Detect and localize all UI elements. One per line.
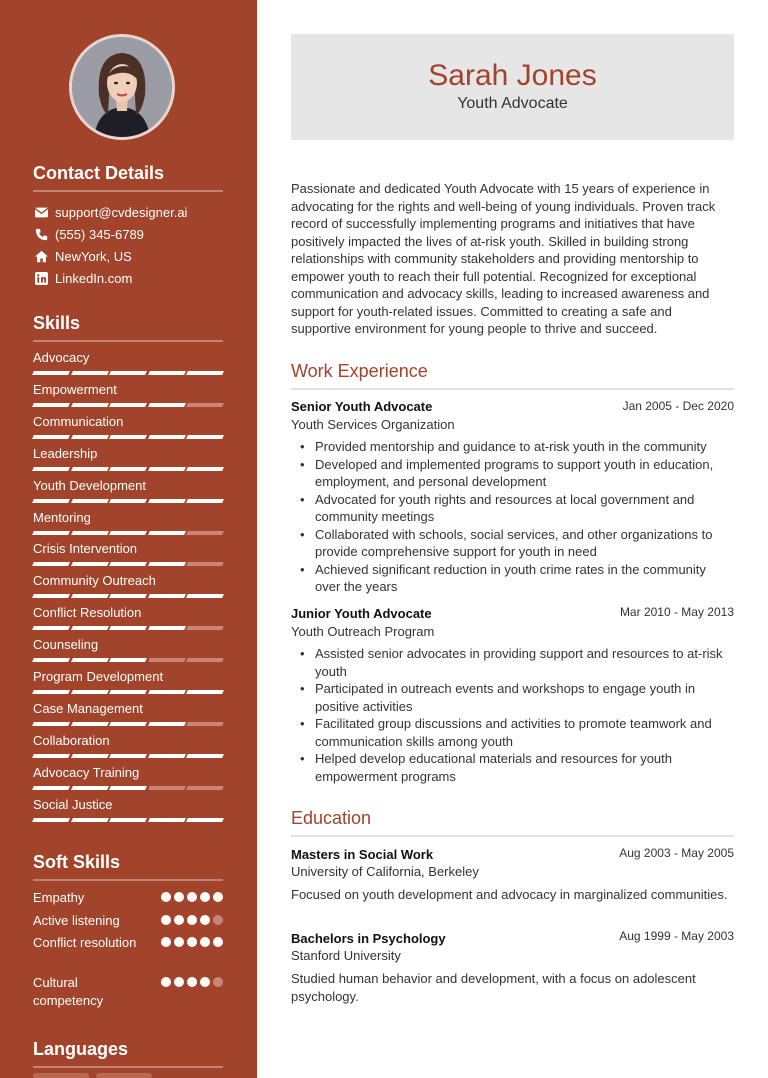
rating-dot (174, 977, 184, 987)
rating-segment (148, 403, 185, 407)
email-text: support@cvdesigner.ai (55, 205, 188, 220)
skill-rating (33, 690, 223, 694)
skill-label: Youth Development (33, 477, 146, 493)
rating-segment (148, 562, 185, 566)
linkedin-text: LinkedIn.com (55, 271, 133, 286)
rating-segment (32, 403, 69, 407)
skill-label: Leadership (33, 445, 98, 461)
rating-segment (186, 435, 223, 439)
rating-dot (161, 937, 171, 947)
languages-heading: Languages (33, 1039, 223, 1068)
list-item: • Developed and implemented programs to support youth in education, employment, and personal development (315, 456, 730, 491)
rating-dot (200, 977, 210, 987)
skill-label: Advocacy Training (33, 764, 140, 780)
skill-rating (33, 754, 223, 758)
skill-item (33, 478, 223, 503)
job-title: Senior Youth Advocate (291, 399, 433, 414)
skill-item (33, 446, 223, 471)
job-dates: Mar 2010 - May 2013 (619, 605, 734, 619)
rating-segment (186, 371, 223, 375)
rating-segment (148, 658, 185, 662)
rating-segment (32, 658, 69, 662)
rating-dot (174, 892, 184, 902)
rating-segment (71, 786, 108, 790)
home-icon (33, 250, 49, 264)
rating-segment (109, 690, 146, 694)
rating-dot (187, 937, 197, 947)
rating-segment (32, 786, 69, 790)
rating-dot (187, 892, 197, 902)
name-header (291, 34, 734, 140)
rating-segment (32, 722, 69, 726)
skill-rating (33, 562, 223, 566)
degree-description: Studied human behavior and development, with a focus on adolescent psychology. (291, 971, 696, 1004)
rating-segment (148, 371, 185, 375)
school-name: Stanford University (291, 948, 401, 963)
soft-skill-label: Empathy (33, 890, 85, 905)
soft-skill-rating (161, 915, 223, 925)
rating-dot (161, 915, 171, 925)
rating-segment (186, 722, 223, 726)
rating-dot (161, 977, 171, 987)
rating-segment (148, 818, 185, 822)
soft-skills-heading: Soft Skills (33, 852, 223, 881)
skill-rating (33, 371, 223, 375)
rating-segment (109, 562, 146, 566)
soft-skill-rating (161, 977, 223, 987)
rating-dot (200, 915, 210, 925)
list-item: • Participated in outreach events and workshops to engage youth in positive activities (315, 680, 730, 715)
skill-rating (33, 722, 223, 726)
rating-segment (109, 499, 146, 503)
rating-dot (213, 937, 223, 947)
avatar-photo-icon (72, 37, 172, 137)
rating-segment (186, 690, 223, 694)
rating-segment (71, 818, 108, 822)
soft-skill-rating (161, 892, 223, 902)
skill-label: Empowerment (33, 381, 117, 397)
location-text: NewYork, US (55, 249, 132, 264)
rating-segment (186, 562, 223, 566)
rating-segment (32, 626, 69, 630)
skill-item (33, 414, 223, 439)
rating-segment (32, 562, 69, 566)
skill-item (33, 382, 223, 407)
rating-segment (148, 754, 185, 758)
school-name: University of California, Berkeley (291, 864, 479, 879)
job-organization: Youth Services Organization (291, 417, 455, 432)
rating-segment (186, 403, 223, 407)
person-name: Sarah Jones (428, 59, 597, 92)
soft-skill-label: Cultural competency (33, 975, 104, 1008)
skill-item (33, 637, 223, 662)
skill-label: Social Justice (33, 796, 113, 812)
sidebar (0, 0, 257, 1078)
rating-segment (148, 690, 185, 694)
rating-segment (109, 658, 146, 662)
skill-label: Community Outreach (33, 573, 156, 589)
rating-segment (71, 626, 108, 630)
skill-label: Conflict Resolution (33, 605, 142, 621)
rating-segment (71, 371, 108, 375)
skills-heading: Skills (33, 313, 223, 342)
list-item: • Assisted senior advocates in providing support and resources to at-risk youth (315, 645, 730, 680)
skill-item (33, 669, 223, 694)
rating-segment (109, 467, 146, 471)
skill-rating (33, 435, 223, 439)
phone-text: (555) 345-6789 (55, 227, 144, 242)
rating-dot (174, 937, 184, 947)
skill-label: Mentoring (33, 509, 91, 525)
rating-segment (186, 754, 223, 758)
rating-segment (32, 531, 69, 535)
contact-heading: Contact Details (33, 163, 223, 192)
skill-item (33, 573, 223, 598)
rating-segment (109, 754, 146, 758)
rating-segment (148, 467, 185, 471)
list-item: • Collaborated with schools, social services, and other organizations to provide comprehensive support for youth in need (315, 526, 730, 561)
rating-segment (71, 722, 108, 726)
soft-skill-label: Conflict resolution (33, 935, 137, 950)
skill-item (33, 350, 223, 375)
rating-segment (148, 499, 185, 503)
rating-segment (109, 594, 146, 598)
education-heading: Education (291, 808, 734, 837)
soft-skill-item (33, 889, 223, 907)
rating-dot (200, 937, 210, 947)
degree-dates: Aug 2003 - May 2005 (619, 846, 734, 860)
language-pill (33, 1073, 89, 1078)
degree-title: Bachelors in Psychology (291, 931, 446, 946)
skill-label: Crisis Intervention (33, 541, 138, 557)
linkedin-icon (33, 272, 49, 286)
soft-skill-rating (161, 937, 223, 947)
rating-segment (71, 531, 108, 535)
skill-rating (33, 658, 223, 662)
summary-text: Passionate and dedicated Youth Advocate with 15 years of experience in advocating for the rights and well-being of young individuals. Proven track record of successfully implementing programs and initiatives that have positively impacted the lives of at-risk youth. Skilled in building strong relationships with community stakeholders and providing mentorship to empower youth to reach their full potential. Recognized for exceptional communication and advocacy skills, leading to increased awareness and support for youth-related issues. Committed to creating a safe and supportive environment for young people to thrive and succeed. (291, 181, 716, 336)
rating-segment (148, 786, 185, 790)
skill-rating (33, 594, 223, 598)
degree-title: Masters in Social Work (291, 847, 434, 862)
rating-segment (71, 690, 108, 694)
contact-phone[interactable] (33, 227, 144, 242)
rating-dot (187, 977, 197, 987)
rating-dot (213, 977, 223, 987)
job-bullets (315, 645, 730, 785)
rating-segment (109, 403, 146, 407)
rating-segment (71, 562, 108, 566)
skill-rating (33, 403, 223, 407)
rating-segment (186, 531, 223, 535)
rating-dot (213, 892, 223, 902)
rating-segment (32, 499, 69, 503)
rating-segment (148, 626, 185, 630)
rating-segment (109, 722, 146, 726)
avatar (69, 34, 175, 140)
rating-segment (186, 499, 223, 503)
rating-segment (186, 818, 223, 822)
contact-email[interactable] (33, 205, 187, 220)
rating-segment (32, 690, 69, 694)
rating-segment (32, 371, 69, 375)
degree-description: Focused on youth development and advocacy in marginalized communities. (291, 887, 728, 902)
work-heading: Work Experience (291, 361, 734, 390)
contact-linkedin[interactable] (33, 271, 132, 286)
rating-segment (32, 467, 69, 471)
rating-segment (109, 531, 146, 535)
person-title: Youth Advocate (457, 95, 568, 112)
job-bullets (315, 438, 730, 596)
list-item: • Achieved significant reduction in youth crime rates in the community over the years (315, 561, 730, 596)
list-item: • Facilitated group discussions and activities to promote teamwork and communication skills among youth (315, 715, 730, 750)
rating-segment (186, 626, 223, 630)
rating-segment (71, 754, 108, 758)
rating-segment (71, 499, 108, 503)
list-item: • Advocated for youth rights and resources at local government and community meetings (315, 491, 730, 526)
rating-segment (109, 786, 146, 790)
rating-segment (32, 754, 69, 758)
skill-rating (33, 531, 223, 535)
rating-segment (71, 467, 108, 471)
rating-segment (109, 818, 146, 822)
rating-segment (71, 658, 108, 662)
skill-item (33, 797, 223, 822)
rating-segment (109, 626, 146, 630)
rating-segment (186, 658, 223, 662)
skill-rating (33, 467, 223, 471)
skill-rating (33, 626, 223, 630)
rating-segment (32, 435, 69, 439)
job-organization: Youth Outreach Program (291, 624, 435, 639)
skill-label: Advocacy (33, 350, 90, 365)
rating-dot (213, 915, 223, 925)
rating-segment (71, 435, 108, 439)
phone-icon (33, 228, 49, 242)
skill-item (33, 701, 223, 726)
rating-dot (187, 915, 197, 925)
job-dates: Jan 2005 - Dec 2020 (622, 399, 734, 413)
skill-item (33, 765, 223, 790)
skill-item (33, 541, 223, 566)
skill-label: Communication (33, 413, 124, 429)
rating-segment (109, 371, 146, 375)
rating-segment (109, 435, 146, 439)
language-pill (96, 1073, 152, 1078)
rating-segment (186, 786, 223, 790)
skill-item (33, 733, 223, 758)
rating-segment (71, 594, 108, 598)
list-item: • Provided mentorship and guidance to at-risk youth in the community (315, 438, 730, 456)
soft-skill-item (33, 934, 223, 952)
rating-segment (32, 818, 69, 822)
rating-segment (148, 435, 185, 439)
rating-dot (200, 892, 210, 902)
soft-skill-label: Active listening (33, 913, 120, 928)
skill-item (33, 510, 223, 535)
skill-label: Program Development (33, 669, 164, 684)
rating-segment (71, 403, 108, 407)
rating-segment (148, 594, 185, 598)
degree-dates: Aug 1999 - May 2003 (619, 929, 734, 943)
rating-segment (32, 594, 69, 598)
rating-segment (148, 722, 185, 726)
envelope-icon (33, 206, 49, 220)
skill-label: Case Management (33, 700, 143, 716)
rating-segment (186, 467, 223, 471)
rating-segment (148, 531, 185, 535)
soft-skill-item (33, 974, 223, 1010)
skill-rating (33, 818, 223, 822)
contact-location (33, 249, 132, 264)
rating-segment (186, 594, 223, 598)
skill-label: Counseling (33, 637, 99, 653)
skill-item (33, 605, 223, 630)
soft-skill-item (33, 912, 223, 930)
skill-rating (33, 499, 223, 503)
rating-dot (161, 892, 171, 902)
list-item: • Helped develop educational materials and resources for youth empowerment programs (315, 750, 730, 785)
skill-rating (33, 786, 223, 790)
skill-label: Collaboration (33, 732, 110, 748)
rating-dot (174, 915, 184, 925)
job-title: Junior Youth Advocate (291, 606, 432, 621)
